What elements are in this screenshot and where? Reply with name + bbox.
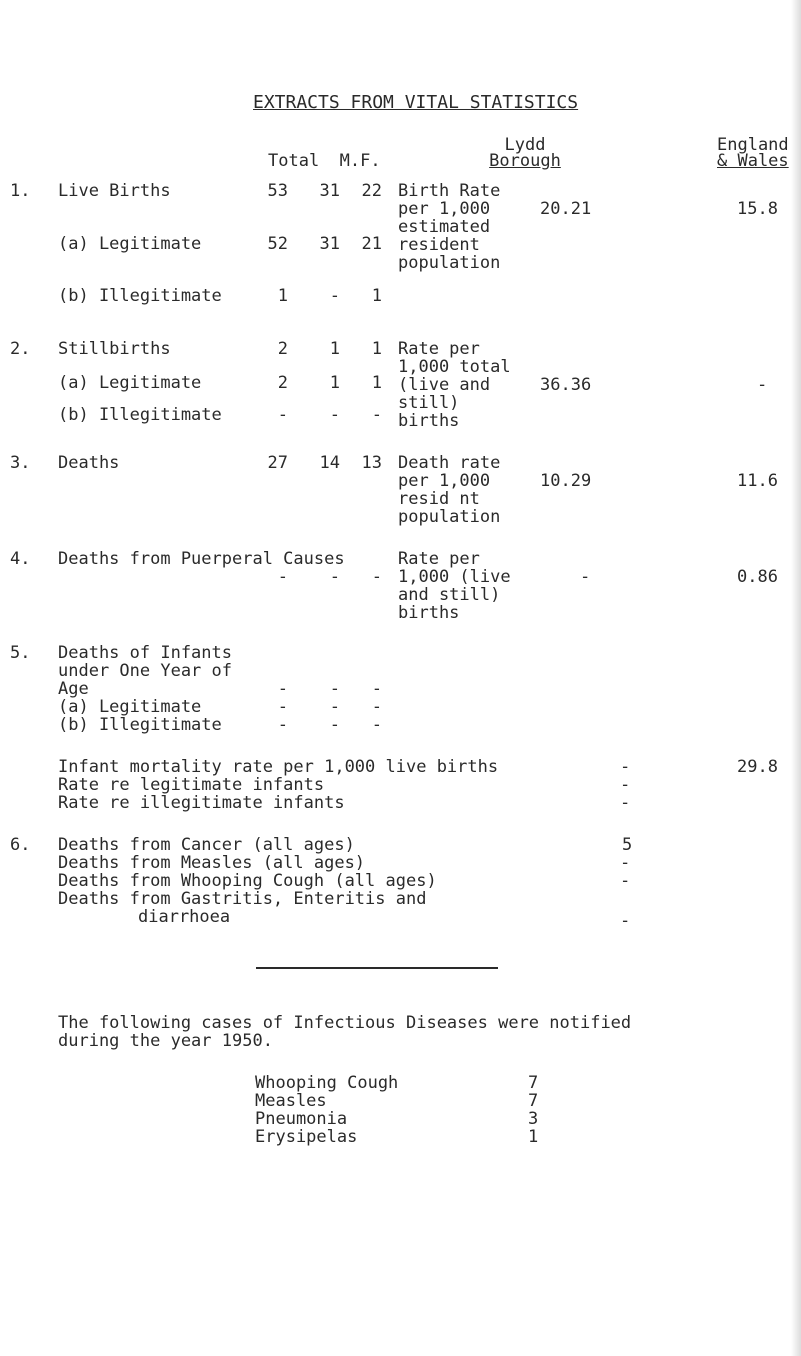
- cause-cancer-value: 5: [622, 835, 633, 855]
- cell-male: -: [329, 405, 340, 425]
- infant-mortality-label: Infant mortality rate per 1,000 live births: [58, 757, 499, 777]
- england-rate-value: -: [757, 375, 768, 395]
- section-label: Stillbirths: [58, 339, 171, 359]
- cell-total: 2: [277, 339, 288, 359]
- cell-male: 14: [319, 453, 340, 473]
- cause-gastritis-value: -: [620, 911, 631, 931]
- section-divider: [256, 967, 498, 969]
- cell-female: -: [371, 679, 382, 699]
- rate-description-line: population: [398, 507, 501, 527]
- row-label-legitimate: (a) Legitimate: [58, 234, 202, 254]
- scan-edge-shadow: [791, 0, 801, 1356]
- cause-measles-value: -: [620, 853, 631, 873]
- rate-description-line: still): [398, 393, 460, 413]
- disease-name: Whooping Cough: [255, 1073, 399, 1093]
- lydd-rate-value: -: [580, 567, 591, 587]
- cell-total: 53: [267, 181, 288, 201]
- disease-name: Pneumonia: [255, 1109, 348, 1129]
- notifications-intro-cont: during the year 1950.: [58, 1031, 273, 1051]
- cell-male: 31: [319, 234, 340, 254]
- disease-count: 3: [528, 1109, 539, 1129]
- rate-description-line: Birth Rate: [398, 181, 501, 201]
- notifications-intro: The following cases of Infectious Diseases were notified: [58, 1013, 632, 1033]
- disease-name: Erysipelas: [255, 1127, 358, 1147]
- section-number: 6.: [10, 835, 31, 855]
- cell-total: 52: [267, 234, 288, 254]
- legitimate-rate-label: Rate re legitimate infants: [58, 775, 325, 795]
- england-rate-value: 29.8: [737, 757, 778, 777]
- cell-total: 1: [277, 286, 288, 306]
- cell-male: -: [329, 697, 340, 717]
- row-label-legitimate: (a) Legitimate: [58, 373, 202, 393]
- section-number: 2.: [10, 339, 31, 359]
- cell-female: 13: [361, 453, 382, 473]
- header-total-mf: Total M.F.: [268, 151, 381, 171]
- section-number: 1.: [10, 181, 31, 201]
- cell-female: 21: [361, 234, 382, 254]
- cause-gastritis-label: Deaths from Gastritis, Enteritis and: [58, 889, 427, 909]
- cell-female: 1: [371, 339, 382, 359]
- england-rate-value: 0.86: [737, 567, 778, 587]
- section-label: Live Births: [58, 181, 171, 201]
- cell-female: 1: [371, 286, 382, 306]
- illegitimate-rate-label: Rate re illegitimate infants: [58, 793, 345, 813]
- cell-female: 1: [371, 373, 382, 393]
- rate-description-line: per 1,000: [398, 471, 491, 491]
- rate-description-line: births: [398, 411, 460, 431]
- section-number: 3.: [10, 453, 31, 473]
- rate-description-line: Rate per: [398, 339, 480, 359]
- lydd-rate-value: -: [620, 793, 631, 813]
- cell-male: 1: [329, 339, 340, 359]
- cause-whooping-label: Deaths from Whooping Cough (all ages): [58, 871, 437, 891]
- england-rate-value: 15.8: [737, 199, 778, 219]
- cause-whooping-value: -: [620, 871, 631, 891]
- lydd-rate-value: -: [620, 775, 631, 795]
- cell-female: 22: [361, 181, 382, 201]
- page-title: EXTRACTS FROM VITAL STATISTICS: [253, 92, 579, 113]
- cell-female: -: [371, 405, 382, 425]
- cell-female: -: [371, 715, 382, 735]
- cell-total: 2: [277, 373, 288, 393]
- section-label-line: under One Year of: [58, 661, 232, 681]
- rate-description-line: births: [398, 603, 460, 623]
- row-label-illegitimate: (b) Illegitimate: [58, 405, 222, 425]
- lydd-rate-value: 10.29: [540, 471, 592, 491]
- rate-description-line: resid nt: [398, 489, 480, 509]
- cell-total: -: [277, 567, 288, 587]
- cell-male: 31: [319, 181, 340, 201]
- cell-total: -: [277, 715, 288, 735]
- rate-description-line: and still): [398, 585, 501, 605]
- disease-count: 7: [528, 1073, 539, 1093]
- header-lydd-line1: Lydd: [504, 135, 546, 155]
- cell-male: -: [329, 567, 340, 587]
- lydd-rate-value: 20.21: [540, 199, 592, 219]
- cell-female: -: [371, 697, 382, 717]
- lydd-rate-value: 36.36: [540, 375, 592, 395]
- cause-gastritis-label-cont: diarrhoea: [138, 907, 231, 927]
- section-label: Deaths from Puerperal Causes: [58, 549, 345, 569]
- disease-name: Measles: [255, 1091, 327, 1111]
- section-label-line: Age: [58, 679, 89, 699]
- cell-male: -: [329, 715, 340, 735]
- rate-description-line: 1,000 total: [398, 357, 511, 377]
- section-label: Deaths: [58, 453, 120, 473]
- disease-count: 1: [528, 1127, 539, 1147]
- lydd-rate-value: -: [620, 757, 631, 777]
- section-number: 4.: [10, 549, 31, 569]
- rate-description-line: Death rate: [398, 453, 501, 473]
- cell-total: 27: [267, 453, 288, 473]
- rate-description-line: (live and: [398, 375, 491, 395]
- cell-total: -: [277, 405, 288, 425]
- header-lydd-line2: Borough: [489, 151, 561, 171]
- rate-description-line: resident: [398, 235, 480, 255]
- section-number: 5.: [10, 643, 31, 663]
- england-rate-value: 11.6: [737, 471, 778, 491]
- cell-female: -: [371, 567, 382, 587]
- header-england-line1: England: [717, 135, 789, 155]
- cell-male: 1: [329, 373, 340, 393]
- header-england-line2: & Wales: [717, 151, 789, 171]
- rate-description-line: per 1,000: [398, 199, 491, 219]
- cause-cancer-label: Deaths from Cancer (all ages): [58, 835, 355, 855]
- cell-male: -: [329, 679, 340, 699]
- cell-total: -: [277, 679, 288, 699]
- row-label-illegitimate: (b) Illegitimate: [58, 715, 222, 735]
- cell-male: -: [329, 286, 340, 306]
- rate-description-line: population: [398, 253, 501, 273]
- rate-description-line: Rate per: [398, 549, 480, 569]
- row-label-illegitimate: (b) Illegitimate: [58, 286, 222, 306]
- section-label-line: Deaths of Infants: [58, 643, 232, 663]
- disease-count: 7: [528, 1091, 539, 1111]
- rate-description-line: estimated: [398, 217, 491, 237]
- cause-measles-label: Deaths from Measles (all ages): [58, 853, 366, 873]
- row-label-legitimate: (a) Legitimate: [58, 697, 202, 717]
- cell-total: -: [277, 697, 288, 717]
- rate-description-line: 1,000 (live: [398, 567, 511, 587]
